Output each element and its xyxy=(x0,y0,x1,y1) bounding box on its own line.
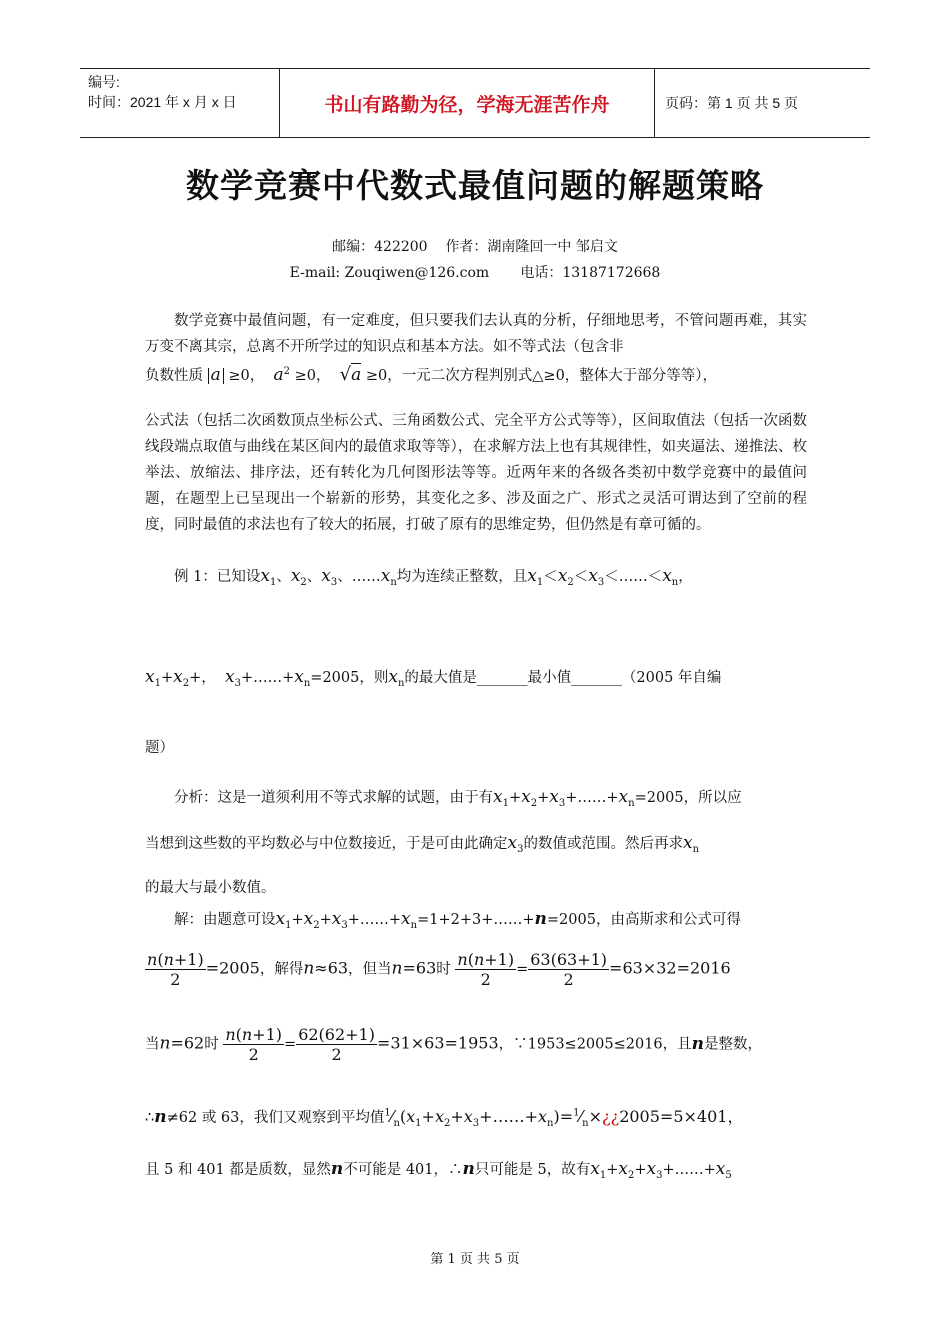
text: 2005=5×401， xyxy=(619,1107,744,1126)
header-info xyxy=(80,69,280,137)
example-1-line-3: 题） xyxy=(145,740,174,756)
analysis-line-3: 的最大与最小数值。 xyxy=(145,880,276,896)
analysis-line-2: 当想到这些数的平均数必与中位数接近，于是可由此确定$x_3$的数值或范围。然后再求$x_n$ xyxy=(145,833,700,855)
intro-paragraph-1: 数学竞赛中最值问题，有一定难度，但只要我们去认真的分析，仔细地思考，不管问题再难，其实万变不离其宗，总离不开所学过的知识点和基本方法。如不等式法（包含非 xyxy=(145,313,807,355)
text: =1+2+3+……+ xyxy=(417,912,535,928)
text: 分析：这是一道须利用不等式求解的试题，由于有 xyxy=(174,790,493,806)
text: ≠62 或 63，我们又观察到平均值 xyxy=(166,1110,385,1126)
page-footer: 第 1 页 共 5 页 xyxy=(430,1252,520,1267)
author-line: 邮编：422200 作者：湖南隆回一中 邹启文 xyxy=(332,239,618,255)
text: 时 xyxy=(204,1036,219,1053)
text: 是整数， xyxy=(704,1036,763,1053)
text: ，但当 xyxy=(348,961,392,978)
solution-line-3: 当n=62时 $\frac{n(n+1)}{2}$ = $\frac{62(62+1)}{2}$ =31×63=1953，∵1953≤2005≤2016，且n是整数， xyxy=(145,1025,763,1064)
text: 不可能是 401，∴ xyxy=(343,1162,463,1178)
fraction-n-n1-over-2: $\frac{n(n+1)}{2}$ xyxy=(225,1025,283,1064)
text: ≥0， xyxy=(294,368,331,384)
text: =2005，所以应 xyxy=(634,790,742,806)
text: 解：由题意可设 xyxy=(174,912,276,928)
contact-line: E-mail: Zouqiwen@126.com 电话：13187172668 xyxy=(289,265,661,281)
document-title: 数学竞赛中代数式最值问题的解题策略 xyxy=(186,166,764,205)
text: ≈63 xyxy=(314,958,349,978)
text: 均为连续正整数，且 xyxy=(396,569,528,585)
text: ，∵1953≤2005≤2016，且 xyxy=(498,1036,692,1053)
intro-paragraph-3: 公式法（包括二次函数顶点坐标公式、三角函数公式、完全平方公式等等），区间取值法（包括一次函数线段端点取值与曲线在某区间内的最值求取等等），在求解方法上也有其规律性，如夹逼法、递推法、枚举法、放缩法、排序法，还有转化为几何图形法等等。近两年来的各级各类初中数学竞赛中的最值问题，在题型上已呈现出一个崭新的形势，其变化之多、涉及面之广、形式之灵活可谓达到了空前的程度，同时最值的求法也有了较大的拓展，打破了原有的思维定势，但仍然是有章可循的。 xyxy=(145,413,807,533)
text: 例 1：已知设 xyxy=(174,569,261,585)
text: 负数性质 xyxy=(145,368,203,384)
fraction-n-n1-over-2: $\frac{n(n+1)}{2}$ xyxy=(147,950,204,989)
solution-line-2: $\frac{n(n+1)}{2}$ =2005，解得n≈63，但当n=63时 $\frac{n(n+1)}{2}$ = $\frac{63(63+1)}{2}$ =63×32=2016 xyxy=(147,950,731,989)
header-motto: 书山有路勤为径，学海无涯苦作舟 xyxy=(280,69,655,137)
example-1-line-2: $x_1+x_2+$， $x_3+\dots\dots+x_n=2005$，则$x_n$的最大值是_______最小值_______（2005 年自编 xyxy=(145,667,722,689)
fraction-n-n1-over-2: $\frac{n(n+1)}{2}$ xyxy=(457,950,515,989)
time-label: 时间：2021 年 x 月 x 日 xyxy=(88,94,237,110)
page-header xyxy=(80,68,870,138)
text: =2005，由高斯求和公式可得 xyxy=(546,912,741,928)
author-info xyxy=(0,236,950,256)
intro-line-2: 负数性质 a ≥0， $a^2 \ge 0$， √a ≥0，一元二次方程判别式△≥0，整体大于部分等等）， xyxy=(145,364,718,385)
example-1-line: 例 1：已知设$x_1$、$x_2$、$x_3$、$\dots\dots x_n$均为连续正整数，且$x_1<x_2<x_3<\dots\dots<x_n$， xyxy=(174,566,693,588)
serial-label: 编号: xyxy=(88,74,120,90)
text: =2005，则 xyxy=(310,670,389,686)
text: =63×32=2016 xyxy=(609,958,731,978)
text: =31×63=1953 xyxy=(376,1033,499,1053)
text: ，解得 xyxy=(259,961,304,978)
solution-line-5: 且 5 和 401 都是质数，显然n不可能是 401，∴n只可能是 5，故有$x_1+x_2+x_3+\dots\dots+x_5$ xyxy=(145,1159,732,1181)
text: 的数值或范围。然后再求 xyxy=(523,836,683,852)
text: 只可能是 5，故有 xyxy=(474,1162,591,1178)
text: ≥0，一元二次方程判别式△≥0，整体大于部分等等）， xyxy=(365,368,718,384)
text: =2005 xyxy=(205,958,260,978)
fraction-63-64-over-2: $\frac{63(63+1)}{2}$ xyxy=(530,950,608,989)
abs-a: a xyxy=(208,368,224,384)
text: 的最大值是_______最小值_______（2005 年自编 xyxy=(404,670,722,686)
sqrt-a: √a xyxy=(339,364,362,385)
text: =62 xyxy=(170,1033,205,1053)
text: 时 xyxy=(436,961,451,978)
contact-info xyxy=(0,262,950,282)
text: ≥0， xyxy=(228,368,265,384)
text: ∴ xyxy=(145,1110,155,1126)
text: 且 5 和 401 都是质数，显然 xyxy=(145,1162,331,1178)
solution-line-4: ∴n≠62 或 63，我们又观察到平均值$^1⁄_n(x_1+x_2+x_3+\dots\dots+x_n)=^1⁄_n\times¿¿2005=5\times 401$， xyxy=(145,1107,744,1130)
text: =63 xyxy=(402,958,437,978)
header-page-info: 页码：第 1 页 共 5 页 xyxy=(665,95,799,111)
text: 当想到这些数的平均数必与中位数接近，于是可由此确定 xyxy=(145,836,508,852)
fraction-62-63-over-2: $\frac{62(62+1)}{2}$ xyxy=(298,1025,375,1064)
solution-line-1: 解：由题意可设$x_1+x_2+x_3+\dots\dots+x_n=1+2+3+\dots\dots+n=2005$，由高斯求和公式可得 xyxy=(174,909,741,931)
analysis-line-1: 分析：这是一道须利用不等式求解的试题，由于有$x_1+x_2+x_3+\dots\dots+x_n=2005$，所以应 xyxy=(174,787,742,809)
text: 当 xyxy=(145,1036,160,1053)
